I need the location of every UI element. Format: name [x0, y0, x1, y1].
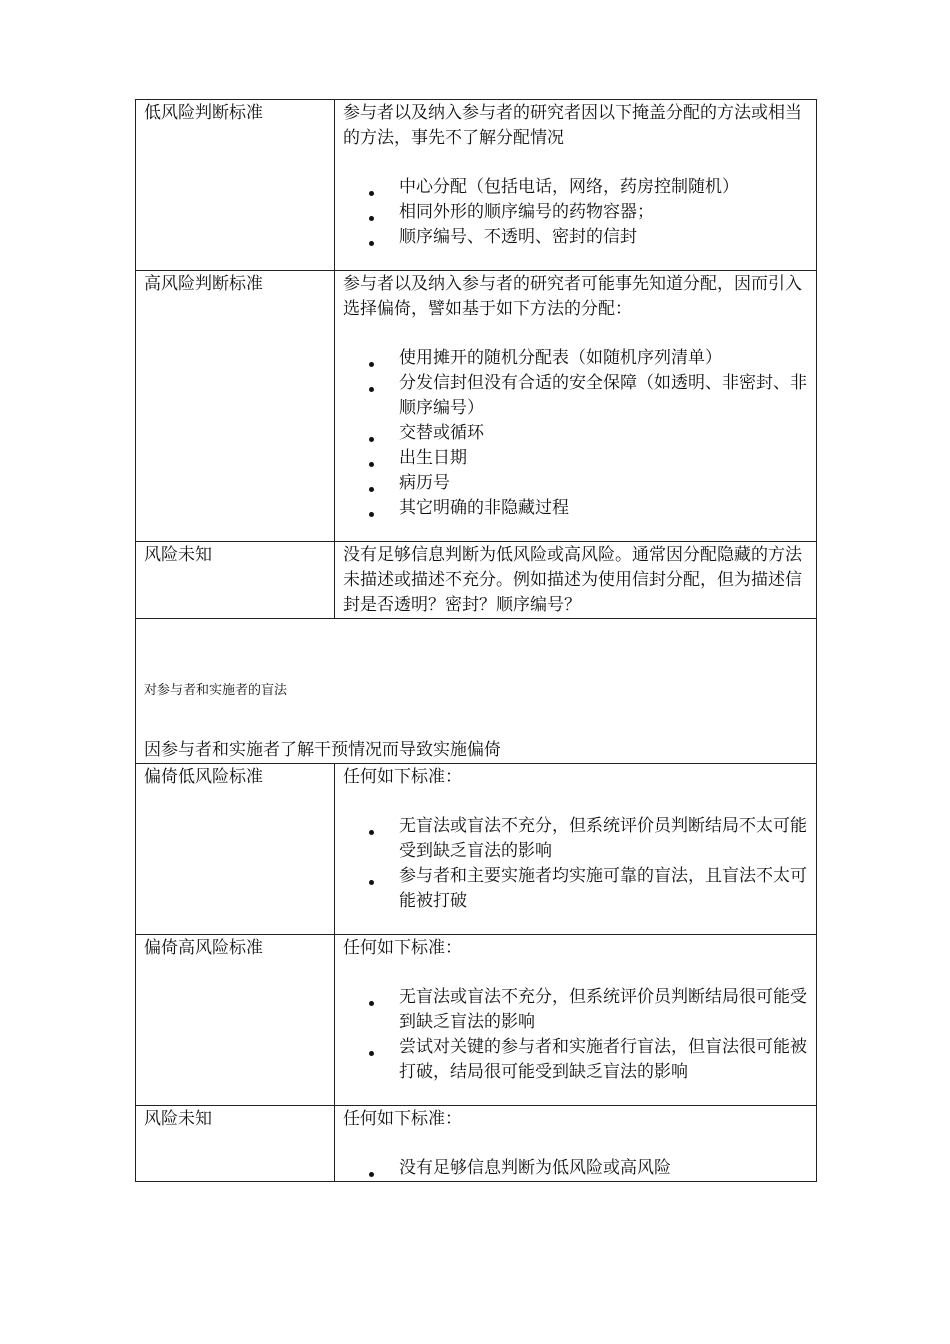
row-label: 偏倚低风险标准 [144, 767, 263, 787]
row-content-cell [335, 764, 817, 935]
row-description: 没有足够信息判断为低风险或高风险。通常因分配隐藏的方法未描述或描述不充分。例如描述为使用信封分配，但为描述信封是否透明？密封？顺序编号？ [343, 545, 802, 615]
section-row [136, 619, 817, 764]
row-content-cell [335, 271, 817, 542]
row-description: 参与者以及纳入参与者的研究者可能事先知道分配，因而引入选择偏倚，譬如基于如下方法的分配： [343, 274, 802, 319]
row-description: 任何如下标准： [343, 1109, 462, 1129]
list-item: 没有足够信息判断为低风险或高风险 [399, 1156, 808, 1181]
section-title: 对参与者和实施者的盲法 [144, 683, 288, 698]
row-content-cell [335, 100, 817, 271]
table-row [136, 542, 817, 619]
row-label-cell [136, 935, 335, 1106]
list-item: 分发信封但没有合适的安全保障（如透明、非密封、非顺序编号） [399, 371, 808, 421]
row-label: 偏倚高风险标准 [144, 938, 263, 958]
row-label-cell [136, 1106, 335, 1182]
table-row [136, 935, 817, 1106]
list-item: 参与者和主要实施者均实施可靠的盲法，且盲法不太可能被打破 [399, 864, 808, 914]
list-item: 病历号 [399, 471, 808, 496]
list-item: 使用摊开的随机分配表（如随机序列清单） [399, 346, 808, 371]
list-item: 其它明确的非隐藏过程 [399, 496, 808, 521]
list-item: 中心分配（包括电话，网络，药房控制随机） [399, 175, 808, 200]
bullet-list [343, 1156, 808, 1181]
list-item: 相同外形的顺序编号的药物容器； [399, 200, 808, 225]
list-item: 尝试对关键的参与者和实施者行盲法，但盲法很可能被打破，结局很可能受到缺乏盲法的影响 [399, 1035, 808, 1085]
row-label-cell [136, 100, 335, 271]
table-row [136, 1106, 817, 1182]
table-row [136, 764, 817, 935]
row-description: 参与者以及纳入参与者的研究者因以下掩盖分配的方法或相当的方法，事先不了解分配情况 [343, 103, 802, 148]
list-item: 无盲法或盲法不充分，但系统评价员判断结局很可能受到缺乏盲法的影响 [399, 985, 808, 1035]
bullet-list [343, 346, 808, 521]
row-description: 任何如下标准： [343, 938, 462, 958]
row-label-cell [136, 271, 335, 542]
table-row [136, 271, 817, 542]
row-content-cell [335, 1106, 817, 1182]
bullet-list [343, 814, 808, 914]
row-content-cell [335, 935, 817, 1106]
list-item: 无盲法或盲法不充分，但系统评价员判断结局不太可能受到缺乏盲法的影响 [399, 814, 808, 864]
bullet-list [343, 985, 808, 1085]
row-label: 高风险判断标准 [144, 274, 263, 294]
list-item: 交替或循环 [399, 421, 808, 446]
section-subtitle: 因参与者和实施者了解干预情况而导致实施偏倚 [144, 740, 501, 760]
row-content-cell [335, 542, 817, 619]
table-row [136, 100, 817, 271]
list-item: 顺序编号、不透明、密封的信封 [399, 225, 808, 250]
row-label: 风险未知 [144, 545, 212, 565]
section-header-cell [136, 619, 817, 764]
row-label-cell [136, 764, 335, 935]
row-label-cell [136, 542, 335, 619]
row-label: 风险未知 [144, 1109, 212, 1129]
list-item: 出生日期 [399, 446, 808, 471]
row-description: 任何如下标准： [343, 767, 462, 787]
bullet-list [343, 175, 808, 250]
risk-of-bias-table [135, 99, 817, 1182]
row-label: 低风险判断标准 [144, 103, 263, 123]
